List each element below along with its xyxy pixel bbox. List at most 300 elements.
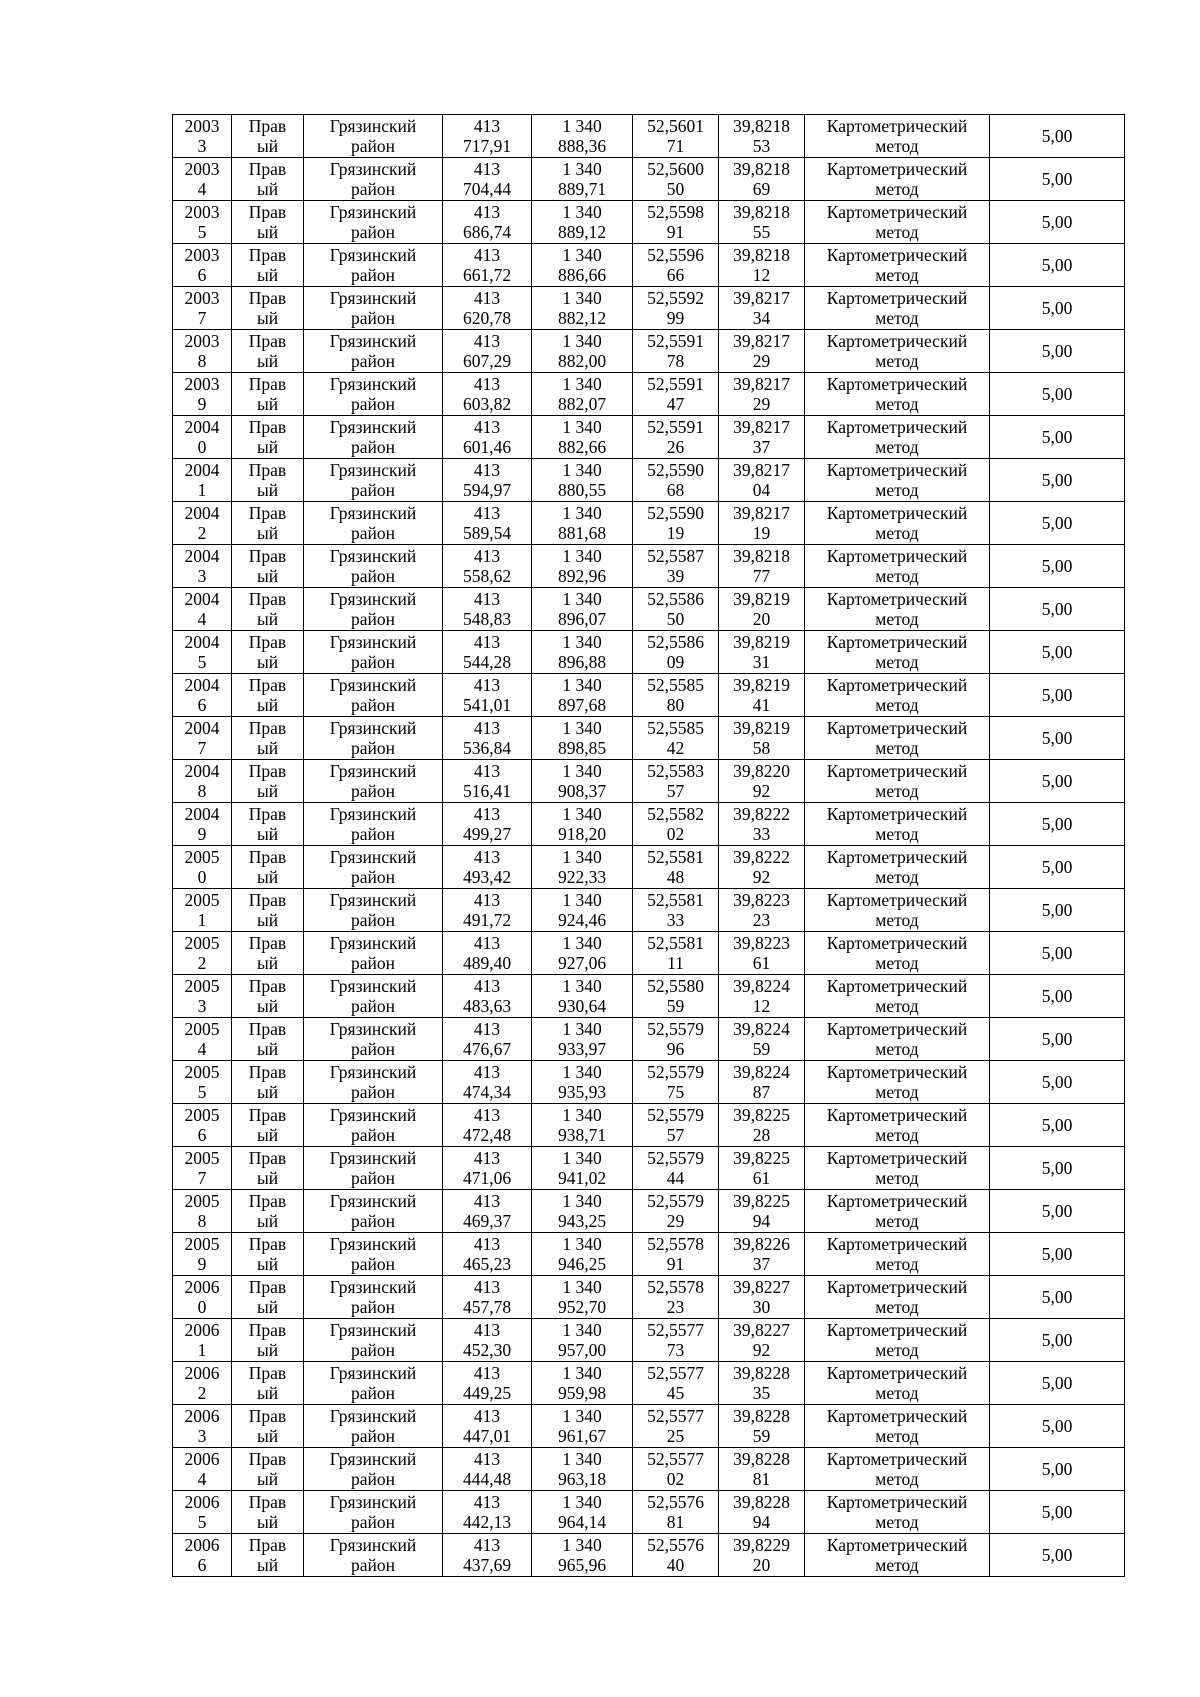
cell-bank (232, 502, 304, 545)
cell-text: 1 340 (562, 1449, 602, 1469)
cell-text: 1 340 (562, 288, 602, 308)
cell-text: 5,00 (1041, 169, 1073, 189)
cell-point-number (173, 502, 232, 545)
cell-text: 1 340 (562, 1535, 602, 1555)
cell-text: 39,8225 (733, 1105, 790, 1125)
cell-text: 2003 (184, 116, 220, 136)
cell-district (304, 1276, 443, 1319)
cell-longitude (719, 975, 805, 1018)
cell-text: метод (875, 1125, 919, 1145)
cell-text: 52,5576 (647, 1535, 704, 1555)
cell-accuracy (990, 416, 1125, 459)
cell-coord-y (532, 588, 633, 631)
cell-text: ый (256, 566, 279, 586)
cell-bank (232, 1104, 304, 1147)
cell-text: метод (875, 781, 919, 801)
cell-text: 413 (473, 503, 501, 523)
cell-text: Прав (248, 1492, 287, 1512)
cell-text: Грязинский (329, 718, 417, 738)
cell-text: Картометрический (826, 288, 968, 308)
cell-text: 29 (752, 351, 771, 371)
cell-text: 943,25 (557, 1211, 607, 1231)
cell-text: 1 340 (562, 804, 602, 824)
cell-text: ый (256, 1512, 279, 1532)
cell-text: 413 (473, 1320, 501, 1340)
cell-text: 39,8217 (733, 288, 790, 308)
cell-text: 413 (473, 1406, 501, 1426)
cell-text: 413 (473, 1105, 501, 1125)
cell-coord-x (443, 330, 532, 373)
cell-method (805, 330, 990, 373)
table-row (173, 459, 1125, 502)
cell-text: 1 340 (562, 460, 602, 480)
cell-text: Картометрический (826, 804, 968, 824)
cell-text: 2003 (184, 159, 220, 179)
cell-district (304, 674, 443, 717)
cell-method (805, 1061, 990, 1104)
cell-latitude (633, 1061, 719, 1104)
cell-bank (232, 201, 304, 244)
cell-point-number (173, 373, 232, 416)
cell-text: 39,8217 (733, 503, 790, 523)
cell-latitude (633, 158, 719, 201)
cell-district (304, 1448, 443, 1491)
cell-text: район (351, 1254, 395, 1274)
cell-text: Прав (248, 1105, 287, 1125)
cell-text: ый (256, 351, 279, 371)
cell-method (805, 1362, 990, 1405)
cell-text: Картометрический (826, 976, 968, 996)
cell-text: 1 340 (562, 331, 602, 351)
cell-coord-x (443, 244, 532, 287)
cell-latitude (633, 287, 719, 330)
cell-longitude (719, 244, 805, 287)
cell-coord-x (443, 631, 532, 674)
table-row (173, 846, 1125, 889)
cell-text: 882,07 (557, 394, 607, 414)
cell-text: 42 (666, 738, 685, 758)
cell-district (304, 1061, 443, 1104)
cell-text: 457,78 (462, 1297, 512, 1317)
cell-bank (232, 1233, 304, 1276)
cell-text: 39,8223 (733, 933, 790, 953)
table-row (173, 330, 1125, 373)
cell-district (304, 803, 443, 846)
cell-accuracy (990, 201, 1125, 244)
table-row (173, 502, 1125, 545)
cell-text: 92 (752, 781, 771, 801)
cell-latitude (633, 1276, 719, 1319)
cell-text: 471,06 (462, 1168, 512, 1188)
cell-text: 61 (752, 1168, 771, 1188)
cell-text: 57 (666, 781, 685, 801)
cell-coord-x (443, 1018, 532, 1061)
cell-text: 2003 (184, 288, 220, 308)
cell-text: район (351, 1082, 395, 1102)
cell-coord-x (443, 1319, 532, 1362)
cell-text: 908,37 (557, 781, 607, 801)
cell-longitude (719, 760, 805, 803)
table-row (173, 158, 1125, 201)
cell-text: 20 (752, 1555, 771, 1575)
cell-bank (232, 1319, 304, 1362)
cell-bank (232, 459, 304, 502)
cell-accuracy (990, 1405, 1125, 1448)
cell-text: 9 (197, 394, 207, 414)
cell-text: 52,5592 (647, 288, 704, 308)
cell-text: 39,8218 (733, 116, 790, 136)
cell-text: 39,8226 (733, 1234, 790, 1254)
cell-longitude (719, 846, 805, 889)
cell-text: Прав (248, 1363, 287, 1383)
cell-text: 489,40 (462, 953, 512, 973)
cell-text: Грязинский (329, 761, 417, 781)
cell-text: ый (256, 308, 279, 328)
cell-accuracy (990, 1147, 1125, 1190)
cell-text: 44 (666, 1168, 685, 1188)
cell-text: ый (256, 1168, 279, 1188)
cell-text: метод (875, 1555, 919, 1575)
cell-latitude (633, 760, 719, 803)
cell-method (805, 1190, 990, 1233)
cell-text: 661,72 (462, 265, 512, 285)
cell-bank (232, 1491, 304, 1534)
cell-text: Грязинский (329, 1234, 417, 1254)
cell-coord-x (443, 717, 532, 760)
cell-text: Грязинский (329, 976, 417, 996)
cell-text: 25 (666, 1426, 685, 1446)
cell-latitude (633, 244, 719, 287)
cell-text: 2005 (184, 890, 220, 910)
cell-method (805, 1018, 990, 1061)
cell-district (304, 1405, 443, 1448)
cell-text: 61 (752, 953, 771, 973)
cell-method (805, 244, 990, 287)
cell-text: 2004 (184, 546, 220, 566)
cell-text: 413 (473, 1062, 501, 1082)
cell-text: Картометрический (826, 1062, 968, 1082)
cell-text: 52,5596 (647, 245, 704, 265)
cell-text: район (351, 1125, 395, 1145)
cell-bank (232, 373, 304, 416)
cell-text: 57 (666, 1125, 685, 1145)
cell-text: 413 (473, 546, 501, 566)
cell-text: 5,00 (1041, 1416, 1073, 1436)
cell-text: 1 340 (562, 116, 602, 136)
cell-text: 5,00 (1041, 298, 1073, 318)
cell-text: 52,5579 (647, 1191, 704, 1211)
cell-district (304, 158, 443, 201)
cell-text: Грязинский (329, 890, 417, 910)
cell-accuracy (990, 1233, 1125, 1276)
cell-text: ый (256, 738, 279, 758)
cell-text: 941,02 (557, 1168, 607, 1188)
table-row (173, 373, 1125, 416)
cell-text: Картометрический (826, 1449, 968, 1469)
cell-text: ый (256, 910, 279, 930)
cell-accuracy (990, 1276, 1125, 1319)
cell-longitude (719, 1147, 805, 1190)
cell-text: 1 340 (562, 1492, 602, 1512)
cell-text: ый (256, 1254, 279, 1274)
cell-text: 0 (197, 1297, 207, 1317)
cell-text: Картометрический (826, 116, 968, 136)
cell-text: 5,00 (1041, 384, 1073, 404)
cell-text: 544,28 (462, 652, 512, 672)
cell-text: 39,8224 (733, 976, 790, 996)
cell-text: 413 (473, 1535, 501, 1555)
cell-district (304, 846, 443, 889)
cell-text: 4 (197, 1039, 207, 1059)
cell-latitude (633, 1104, 719, 1147)
cell-text: район (351, 996, 395, 1016)
cell-text: 39 (666, 566, 685, 586)
cell-coord-x (443, 201, 532, 244)
cell-accuracy (990, 846, 1125, 889)
cell-latitude (633, 1233, 719, 1276)
cell-point-number (173, 1362, 232, 1405)
cell-district (304, 975, 443, 1018)
cell-accuracy (990, 1061, 1125, 1104)
cell-text: район (351, 910, 395, 930)
cell-method (805, 1534, 990, 1577)
cell-district (304, 545, 443, 588)
cell-bank (232, 330, 304, 373)
cell-text: Прав (248, 1535, 287, 1555)
cell-text: 39,8217 (733, 460, 790, 480)
cell-text: ый (256, 867, 279, 887)
cell-text: 52,5601 (647, 116, 704, 136)
cell-text: 52,5600 (647, 159, 704, 179)
cell-text: 413 (473, 933, 501, 953)
cell-text: Грязинский (329, 1062, 417, 1082)
cell-text: 1 340 (562, 245, 602, 265)
cell-text: ый (256, 781, 279, 801)
cell-text: 52,5577 (647, 1363, 704, 1383)
cell-latitude (633, 1362, 719, 1405)
cell-text: 603,82 (462, 394, 512, 414)
cell-text: 5,00 (1041, 1373, 1073, 1393)
cell-accuracy (990, 1534, 1125, 1577)
cell-text: Картометрический (826, 1234, 968, 1254)
cell-point-number (173, 1534, 232, 1577)
cell-point-number (173, 1147, 232, 1190)
cell-district (304, 1362, 443, 1405)
cell-point-number (173, 674, 232, 717)
cell-text: 474,34 (462, 1082, 512, 1102)
cell-text: 9 (197, 1254, 207, 1274)
cell-text: 1 (197, 1340, 207, 1360)
cell-district (304, 1534, 443, 1577)
cell-coord-y (532, 416, 633, 459)
cell-text: 39,8224 (733, 1062, 790, 1082)
cell-longitude (719, 717, 805, 760)
cell-text: Грязинский (329, 245, 417, 265)
cell-method (805, 975, 990, 1018)
cell-text: 536,84 (462, 738, 512, 758)
cell-text: 413 (473, 1492, 501, 1512)
cell-coord-y (532, 1319, 633, 1362)
cell-text: 881,68 (557, 523, 607, 543)
cell-text: 1 340 (562, 202, 602, 222)
cell-text: 413 (473, 1449, 501, 1469)
table-row (173, 1448, 1125, 1491)
cell-text: метод (875, 738, 919, 758)
cell-text: Прав (248, 1320, 287, 1340)
cell-text: метод (875, 566, 919, 586)
cell-text: 5,00 (1041, 341, 1073, 361)
cell-text: 33 (752, 824, 771, 844)
cell-text: 1 340 (562, 1062, 602, 1082)
cell-method (805, 545, 990, 588)
cell-text: 39,8223 (733, 890, 790, 910)
cell-text: Грязинский (329, 202, 417, 222)
cell-accuracy (990, 932, 1125, 975)
cell-text: 1 340 (562, 933, 602, 953)
cell-text: Картометрический (826, 847, 968, 867)
cell-latitude (633, 545, 719, 588)
cell-text: ый (256, 136, 279, 156)
cell-text: 1 340 (562, 1105, 602, 1125)
cell-longitude (719, 1061, 805, 1104)
cell-latitude (633, 459, 719, 502)
cell-text: 4 (197, 179, 207, 199)
cell-point-number (173, 287, 232, 330)
cell-latitude (633, 975, 719, 1018)
table-row (173, 545, 1125, 588)
cell-text: 541,01 (462, 695, 512, 715)
cell-text: 5,00 (1041, 642, 1073, 662)
cell-text: 1 340 (562, 718, 602, 738)
cell-method (805, 631, 990, 674)
cell-text: Картометрический (826, 546, 968, 566)
cell-method (805, 674, 990, 717)
cell-text: 02 (666, 824, 685, 844)
cell-text: Картометрический (826, 1363, 968, 1383)
cell-text: Грязинский (329, 288, 417, 308)
cell-accuracy (990, 975, 1125, 1018)
cell-text: Прав (248, 1148, 287, 1168)
cell-text: 39,8218 (733, 202, 790, 222)
cell-text: метод (875, 437, 919, 457)
cell-text: Прав (248, 159, 287, 179)
cell-method (805, 717, 990, 760)
cell-coord-x (443, 1405, 532, 1448)
cell-text: Прав (248, 847, 287, 867)
cell-text: метод (875, 1082, 919, 1102)
cell-text: Прав (248, 245, 287, 265)
cell-district (304, 1233, 443, 1276)
cell-text: 4 (197, 1469, 207, 1489)
cell-latitude (633, 373, 719, 416)
cell-text: Прав (248, 1019, 287, 1039)
cell-text: Прав (248, 374, 287, 394)
cell-text: 4 (197, 609, 207, 629)
cell-text: 5,00 (1041, 1330, 1073, 1350)
cell-text: 5,00 (1041, 943, 1073, 963)
cell-longitude (719, 932, 805, 975)
cell-coord-x (443, 158, 532, 201)
cell-accuracy (990, 115, 1125, 158)
cell-text: 50 (666, 609, 685, 629)
cell-text: район (351, 652, 395, 672)
cell-method (805, 287, 990, 330)
cell-text: Картометрический (826, 761, 968, 781)
cell-coord-x (443, 975, 532, 1018)
cell-text: 39,8227 (733, 1277, 790, 1297)
cell-text: 1 340 (562, 632, 602, 652)
cell-text: 2 (197, 523, 207, 543)
cell-text: 19 (666, 523, 685, 543)
cell-method (805, 932, 990, 975)
cell-text: Картометрический (826, 1105, 968, 1125)
cell-accuracy (990, 760, 1125, 803)
cell-text: метод (875, 1426, 919, 1446)
cell-text: 2006 (184, 1320, 220, 1340)
cell-text: ый (256, 480, 279, 500)
cell-point-number (173, 545, 232, 588)
cell-point-number (173, 631, 232, 674)
cell-text: 2004 (184, 503, 220, 523)
cell-text: 2005 (184, 847, 220, 867)
cell-text: Картометрический (826, 1535, 968, 1555)
cell-text: Прав (248, 1234, 287, 1254)
cell-text: 47 (666, 394, 685, 414)
cell-text: 81 (752, 1469, 771, 1489)
cell-text: 1 340 (562, 890, 602, 910)
cell-text: Картометрический (826, 1277, 968, 1297)
cell-bank (232, 1147, 304, 1190)
cell-text: Картометрический (826, 202, 968, 222)
cell-text: 1 340 (562, 1277, 602, 1297)
cell-text: 40 (666, 1555, 685, 1575)
cell-text: Картометрический (826, 374, 968, 394)
cell-text: 1 340 (562, 1234, 602, 1254)
cell-text: 5,00 (1041, 212, 1073, 232)
cell-text: 924,46 (557, 910, 607, 930)
cell-accuracy (990, 1448, 1125, 1491)
cell-text: 39,8218 (733, 245, 790, 265)
cell-point-number (173, 975, 232, 1018)
cell-text: Картометрический (826, 1320, 968, 1340)
cell-text: 52,5579 (647, 1105, 704, 1125)
cell-coord-x (443, 846, 532, 889)
cell-text: район (351, 695, 395, 715)
cell-accuracy (990, 373, 1125, 416)
cell-point-number (173, 1233, 232, 1276)
cell-text: 23 (666, 1297, 685, 1317)
cell-text: 6 (197, 1125, 207, 1145)
cell-coord-x (443, 1276, 532, 1319)
cell-text: метод (875, 1340, 919, 1360)
cell-text: 2004 (184, 417, 220, 437)
cell-latitude (633, 1534, 719, 1577)
cell-text: район (351, 1383, 395, 1403)
cell-longitude (719, 373, 805, 416)
cell-text: 413 (473, 589, 501, 609)
cell-text: 717,91 (462, 136, 512, 156)
cell-text: 52,5582 (647, 804, 704, 824)
cell-bank (232, 1405, 304, 1448)
cell-method (805, 588, 990, 631)
cell-method (805, 760, 990, 803)
cell-longitude (719, 1018, 805, 1061)
cell-text: 946,25 (557, 1254, 607, 1274)
cell-latitude (633, 588, 719, 631)
cell-text: 39,8225 (733, 1148, 790, 1168)
cell-text: 413 (473, 1277, 501, 1297)
cell-point-number (173, 158, 232, 201)
